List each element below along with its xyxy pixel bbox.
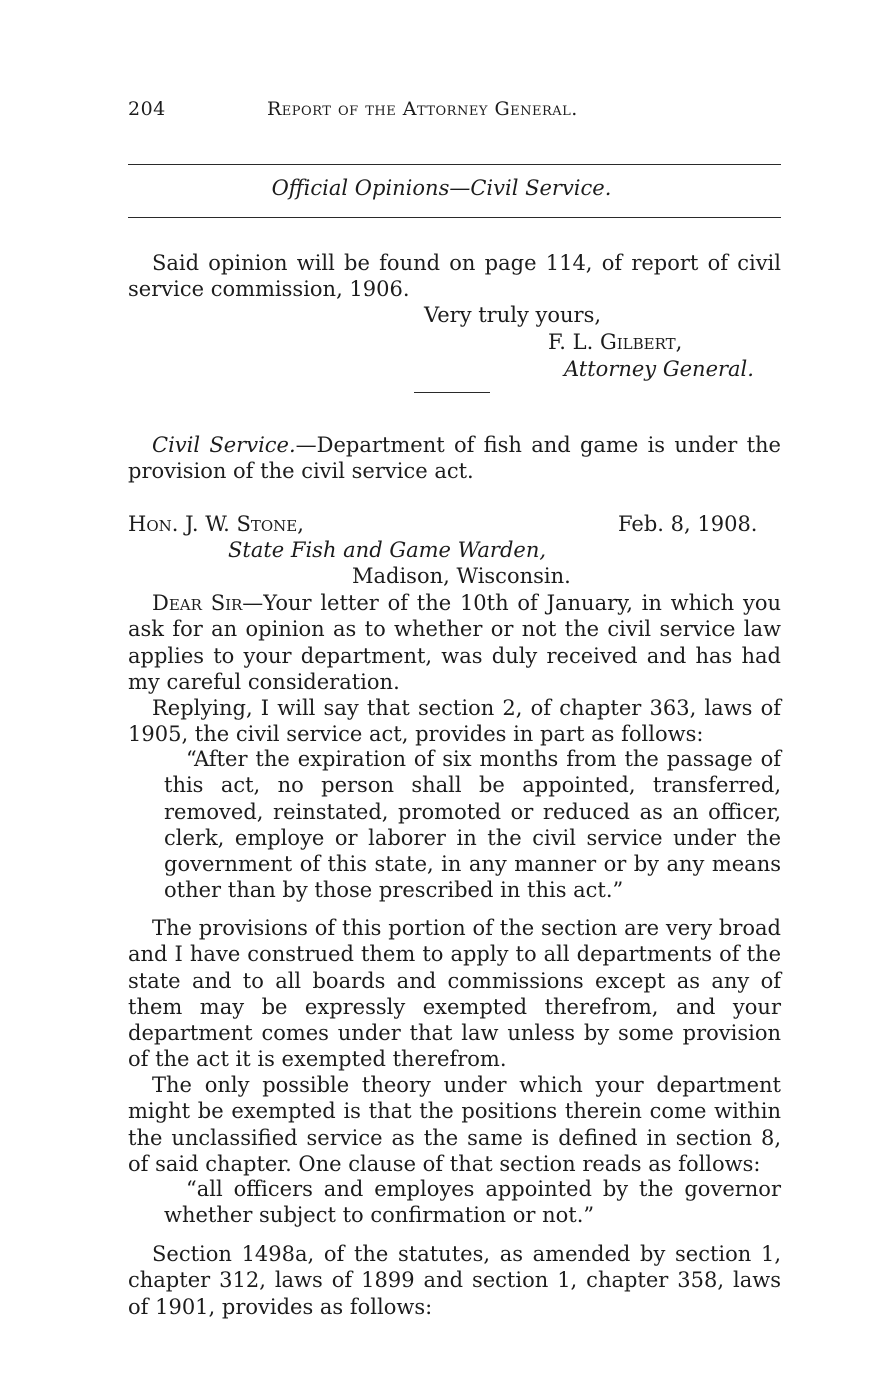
addressee-title: State Fish and Game Warden, — [228, 538, 547, 562]
letter-greeting: Dear Sir — [152, 591, 243, 615]
section-title: Official Opinions—Civil Service. — [271, 176, 612, 200]
letter-paragraph-2: Replying, I will say that section 2, of chapter 363, laws of 1905, the civil service act, provides in part as follows: — [128, 696, 781, 747]
signer-title: Attorney General. — [564, 357, 754, 381]
letter-paragraph-3: The provisions of this portion of the section are very broad and I have construed them to apply to all departments of the state and to all boards and commissions except as any of them may be expressly exempted therefrom, and your department comes under that law unless by some provision of the act it is exempted therefrom. — [128, 916, 781, 1072]
letter-addressee: Hon. J. W. Stone, — [128, 512, 304, 536]
signer-name: F. L. Gilbert, — [548, 330, 683, 354]
header-rule-top — [128, 164, 781, 165]
running-title: Report of the Attorney General. — [267, 98, 578, 120]
closing-paragraph: Said opinion will be found on page 114, of report of civil service commission, 1906. — [128, 251, 781, 302]
letter-paragraph-5: Section 1498a, of the statutes, as amended by section 1, chapter 312, laws of 1899 and section 1, chapter 358, laws of 1901, provides as follows: — [128, 1242, 781, 1319]
headnote-topic: Civil Service. — [152, 433, 296, 457]
letter-paragraph-1: Dear Sir—Your letter of the 10th of January, in which you ask for an opinion as to whether or not the civil service law applies to your department, was duly received and has had my careful consideration. — [128, 591, 781, 694]
header-rule-bottom — [128, 217, 781, 218]
page-number: 204 — [128, 98, 166, 120]
block-quote-2: “all officers and employes appointed by the governor whether subject to confirmation or not.” — [164, 1177, 781, 1228]
section-divider — [414, 392, 490, 393]
addressee-address: Madison, Wisconsin. — [352, 564, 571, 588]
block-quote-1: “After the expiration of six months from the passage of this act, no person shall be appointed, transferred, removed, reinstated, promoted or reduced as an officer, clerk, employe or laborer in the civil service under the government of this state, in any manner or by any means other than by those prescribed in this act.” — [164, 747, 781, 903]
letter-date: Feb. 8, 1908. — [618, 512, 758, 536]
closing-salutation: Very truly yours, — [424, 303, 602, 327]
headnote: Civil Service.—Department of fish and game is under the provision of the civil service act. — [128, 433, 781, 484]
letter-paragraph-4: The only possible theory under which your department might be exempted is that the positions therein come within the unclassified service as the same is defined in section 8, of said chapter. One clause of that section reads as follows: — [128, 1073, 781, 1176]
